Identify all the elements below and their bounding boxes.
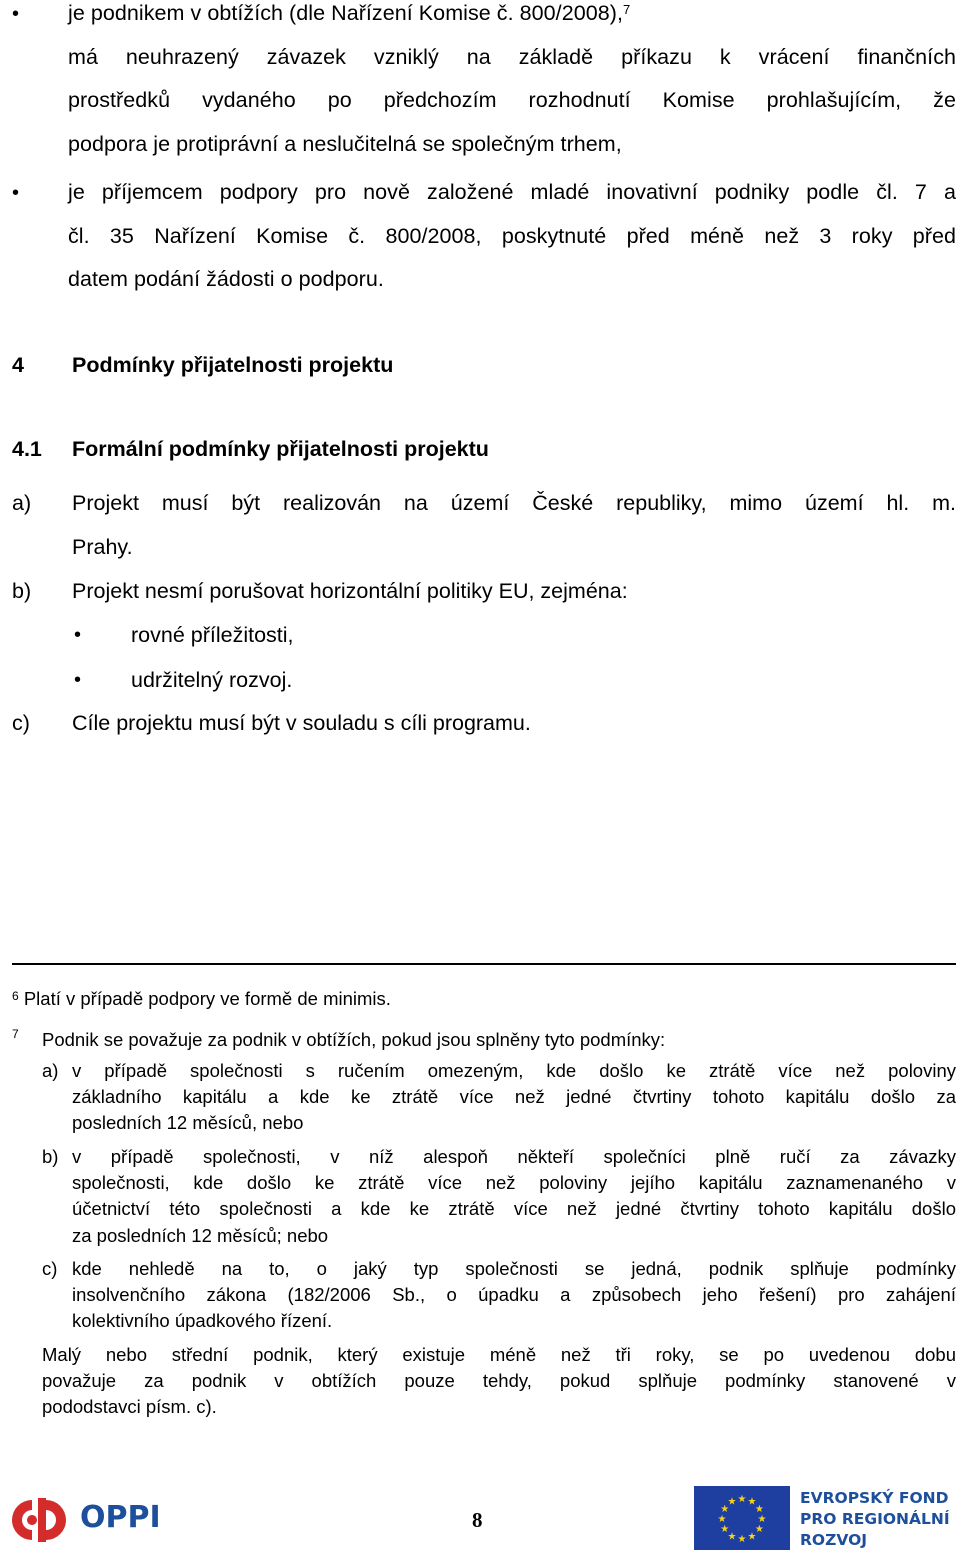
bullet-marker: • <box>12 182 20 204</box>
item-text: Cíle projektu musí být v souladu s cíli programu. <box>72 711 531 735</box>
item-text: Projekt nesmí porušovat horizontální politiky EU, zejména: <box>72 579 628 603</box>
bullet-marker: • <box>74 624 82 646</box>
bullet-item <box>68 171 956 302</box>
line: datem podání žádosti o podporu. <box>68 267 384 292</box>
bullet-marker: • <box>74 669 82 691</box>
bullet-marker: • <box>12 3 20 25</box>
footnote-item-label: c) <box>42 1258 58 1279</box>
page-number: 8 <box>472 1508 483 1532</box>
footnote-ref[interactable]: 7 <box>622 2 631 17</box>
footnote-closing: Malý nebo střední podnik, který existuje méně než tři roky, se po uvedenou dobu považuje za podnik v obtížích pouze tehdy, pokud splňuje podmínky stanovené v pododstavci písm. c). <box>42 1344 956 1418</box>
footnote-item-label: b) <box>42 1146 59 1167</box>
svg-text:★: ★ <box>720 1504 730 1515</box>
line: prostředků vydaného po předchozím rozhodnutí Komise prohlašujícím, že <box>68 88 956 113</box>
line: podpora je protiprávní a neslučitelná se společným trhem, <box>68 131 622 156</box>
svg-text:★: ★ <box>754 1504 764 1515</box>
footnote-mark: 7 <box>12 1027 19 1041</box>
svg-text:★: ★ <box>727 1496 737 1508</box>
eu-flag-icon <box>694 1486 790 1550</box>
section-title: Podmínky přijatelnosti projektu <box>72 353 394 377</box>
footnote-item-text: v případě společnosti s ručením omezeným, kde došlo ke ztrátě více než poloviny základního kapitálu a kde ke ztrátě více než jedné čtvrtiny tohoto kapitálu došlo za posledních 12 měsíců, nebo <box>72 1060 956 1134</box>
line: je příjemcem podpory pro nově založené mladé inovativní podniky podle čl. 7 a <box>68 180 956 204</box>
svg-text:★: ★ <box>754 1524 764 1535</box>
footnote-separator <box>12 963 956 965</box>
subsection-number: 4.1 <box>12 437 42 461</box>
svg-text:★: ★ <box>727 1531 737 1543</box>
sub-item-text: rovné příležitosti, <box>131 623 294 647</box>
line: je podnikem v obtížích (dle Nařízení Komise č. 800/2008),$^7$ <box>68 1 631 25</box>
line: čl. 35 Nařízení Komise č. 800/2008, poskytnuté před méně než 3 roky před <box>68 223 956 248</box>
eu-fund-text: EVROPSKÝ FOND PRO REGIONÁLNÍ ROZVOJ <box>800 1489 950 1549</box>
svg-text:★: ★ <box>717 1514 727 1525</box>
svg-text:★: ★ <box>720 1524 730 1535</box>
svg-text:★: ★ <box>737 1534 747 1545</box>
sub-item-text: udržitelný rozvoj. <box>131 668 293 692</box>
footnote-6: $^6$ Platí v případě podpory ve formě de minimis. <box>12 988 391 1009</box>
section-number: 4 <box>12 353 24 377</box>
footnote-mark: 6 <box>12 989 19 1003</box>
oppi-logo-text: OPPI <box>80 1500 161 1535</box>
svg-text:★: ★ <box>747 1531 757 1543</box>
line: má neuhrazený závazek vzniklý na základě příkazu k vrácení finančních <box>68 44 956 69</box>
item-label: b) <box>12 579 32 603</box>
item-text: Projekt musí být realizován na území České republiky, mimo území hl. m. Prahy. <box>72 491 956 559</box>
svg-text:★: ★ <box>737 1494 747 1505</box>
footnote-item-text: kde nehledě na to, o jaký typ společnosti se jedná, podnik splňuje podmínky insolvenčního zákona (182/2006 Sb., o úpadku a způsobech jeho řešení) pro zahájení kolektivního úpadkového řízení. <box>72 1258 956 1332</box>
bullet-item <box>68 0 956 166</box>
item-label: a) <box>12 491 32 515</box>
svg-text:★: ★ <box>747 1496 757 1508</box>
item-label: c) <box>12 711 30 735</box>
footnote-item-text: v případě společnosti, v níž alespoň někteří společníci plně ručí za závazky společnosti, kde došlo ke ztrátě více než poloviny jejího kapitálu zaznamenaného v účetnictví této společnosti a kde ke ztrátě více než jedné čtvrtiny tohoto kapitálu došlo za posledních 12 měsíců; nebo <box>72 1146 956 1246</box>
footnote-item-label: a) <box>42 1060 59 1081</box>
svg-text:★: ★ <box>757 1514 767 1525</box>
footnote-7-intro: Podnik se považuje za podnik v obtížích, pokud jsou splněny tyto podmínky: <box>42 1029 666 1050</box>
subsection-title: Formální podmínky přijatelnosti projektu <box>72 437 489 461</box>
oppi-symbol-icon <box>12 1496 72 1544</box>
